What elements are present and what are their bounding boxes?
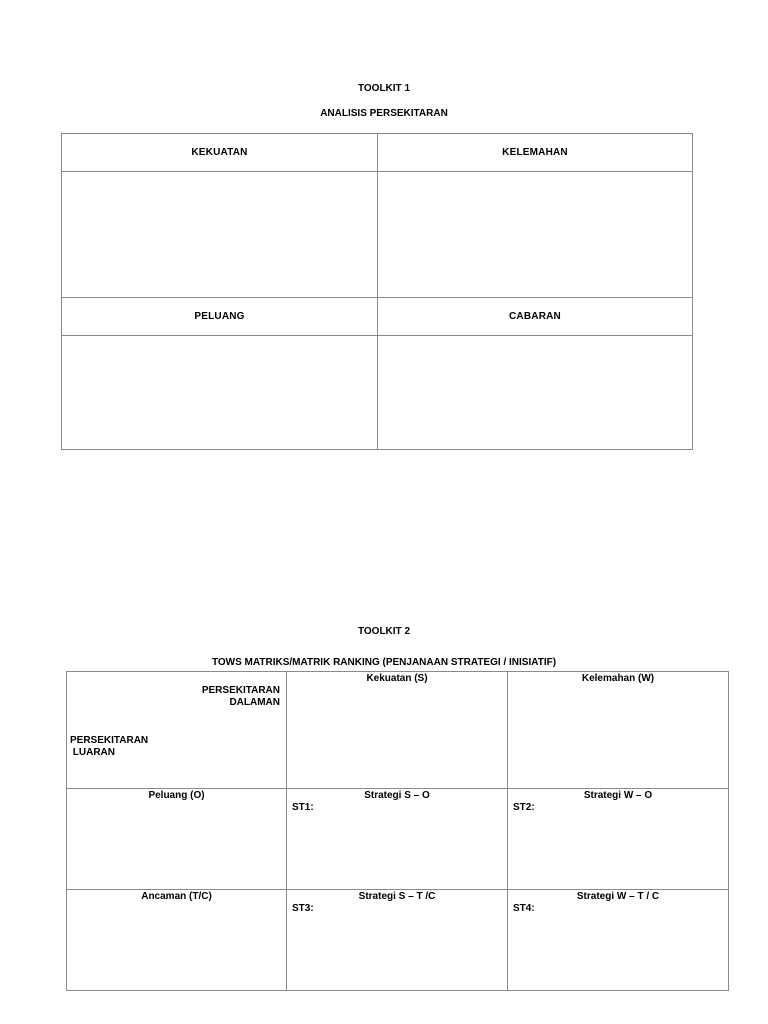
strengths-header: [61, 133, 378, 172]
threats-header-label: CABARAN: [509, 311, 561, 322]
so-strategy-cell[interactable]: [286, 788, 508, 890]
opportunities-row-label: Peluang (O): [148, 790, 205, 801]
threats-cell[interactable]: [377, 335, 693, 450]
external-line2: LUARAN: [70, 747, 115, 758]
external-line1: PERSEKITARAN: [70, 735, 149, 746]
internal-line1: PERSEKITARAN: [201, 685, 280, 696]
opportunities-row-cell[interactable]: [66, 788, 287, 890]
toolkit2-title: TOWS MATRIKS/MATRIK RANKING (PENJANAAN STRATEGI / INISIATIF): [211, 657, 557, 668]
strengths-header-label: KEKUATAN: [191, 147, 248, 158]
opportunities-header: [61, 297, 378, 336]
internal-environment-label: [202, 685, 280, 709]
threats-row-cell[interactable]: [66, 889, 287, 991]
opportunities-cell[interactable]: [61, 335, 378, 450]
wt-strategy-title: Strategi W – T / C: [576, 891, 660, 902]
threats-row-label: Ancaman (T/C): [141, 891, 212, 902]
so-strategy-title: Strategi S – O: [364, 790, 430, 801]
toolkit1-label: TOOLKIT 1: [357, 83, 411, 94]
st-strategy-cell[interactable]: [286, 889, 508, 991]
opportunities-header-label: PELUANG: [194, 311, 245, 322]
wt-strategy-cell[interactable]: [507, 889, 729, 991]
wo-strategy-cell[interactable]: [507, 788, 729, 890]
st-strategy-code: ST3:: [292, 903, 314, 914]
wt-strategy-code: ST4:: [513, 903, 535, 914]
weaknesses-column-label: Kelemahan (W): [581, 673, 655, 684]
threats-header: [377, 297, 693, 336]
weaknesses-cell[interactable]: [377, 171, 693, 298]
weaknesses-column-cell[interactable]: [507, 671, 729, 789]
wo-strategy-code: ST2:: [513, 802, 535, 813]
toolkit2-label: TOOLKIT 2: [357, 626, 411, 637]
internal-line2: DALAMAN: [229, 697, 280, 708]
strengths-cell[interactable]: [61, 171, 378, 298]
weaknesses-header: [377, 133, 693, 172]
toolkit1-title: ANALISIS PERSEKITARAN: [320, 108, 448, 119]
wo-strategy-title: Strategi W – O: [583, 790, 653, 801]
tows-matrix: [66, 671, 729, 991]
swot-table: [61, 133, 693, 450]
corner-cell: [66, 671, 287, 789]
strengths-column-cell[interactable]: [286, 671, 508, 789]
external-environment-label: [70, 735, 148, 759]
strengths-column-label: Kekuatan (S): [366, 673, 428, 684]
st-strategy-title: Strategi S – T /C: [358, 891, 436, 902]
weaknesses-header-label: KELEMAHAN: [502, 147, 568, 158]
so-strategy-code: ST1:: [292, 802, 314, 813]
